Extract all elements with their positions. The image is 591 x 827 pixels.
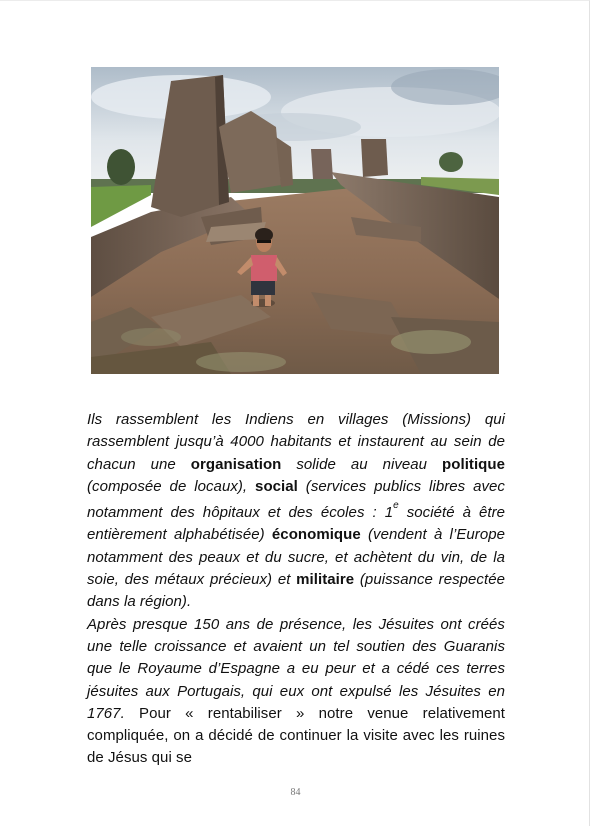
- bold-term-economique: économique: [271, 526, 361, 544]
- text-segment: solide au niveau: [281, 455, 443, 473]
- text-segment: société à être entièrement alphabétisée): [87, 504, 506, 544]
- text-segment: Ils rassemblent les Indiens en villages (Missions) qui rassemblent jusqu’à 4000 habitants et instaurent au sein de chacun une: [87, 411, 505, 473]
- text-segment-italic: Après presque 150 ans de présence, les Jésuites ont créés une telle croissance et avaient un tel soutien des Guaranis que le Royaume d’Espagne a eu peur et a cédé ces terres jésuites aux Portugais, qui eux ont expulsé les Jésuites en 1767.: [87, 615, 505, 722]
- text-segment: (puissance respectée dans la région).: [87, 571, 505, 611]
- superscript: e: [393, 500, 399, 512]
- bold-term-organisation: organisation: [190, 455, 282, 473]
- paragraph-missions: [87, 409, 505, 614]
- paragraph-expulsion: [87, 614, 505, 770]
- bold-term-militaire: militaire: [296, 571, 355, 589]
- text-segment: Pour « rentabiliser » notre venue relativement compliquée, on a décidé de continuer la visite avec les ruines de Jésus qui se: [87, 704, 505, 767]
- jesuit-ruins-photo: [91, 67, 499, 374]
- text-segment: (composée de locaux),: [87, 477, 256, 495]
- page-number: 84: [290, 787, 301, 798]
- text-segment: (vendent à l’Europe notamment des peaux et du sucre, et achètent du vin, de la soie, des métaux précieux) et: [87, 526, 505, 589]
- bold-term-social: social: [255, 477, 298, 495]
- bold-term-politique: politique: [442, 455, 505, 473]
- article-text: [87, 409, 505, 770]
- text-segment: (services publics libres avec notamment des hôpitaux et des écoles : 1: [87, 477, 505, 522]
